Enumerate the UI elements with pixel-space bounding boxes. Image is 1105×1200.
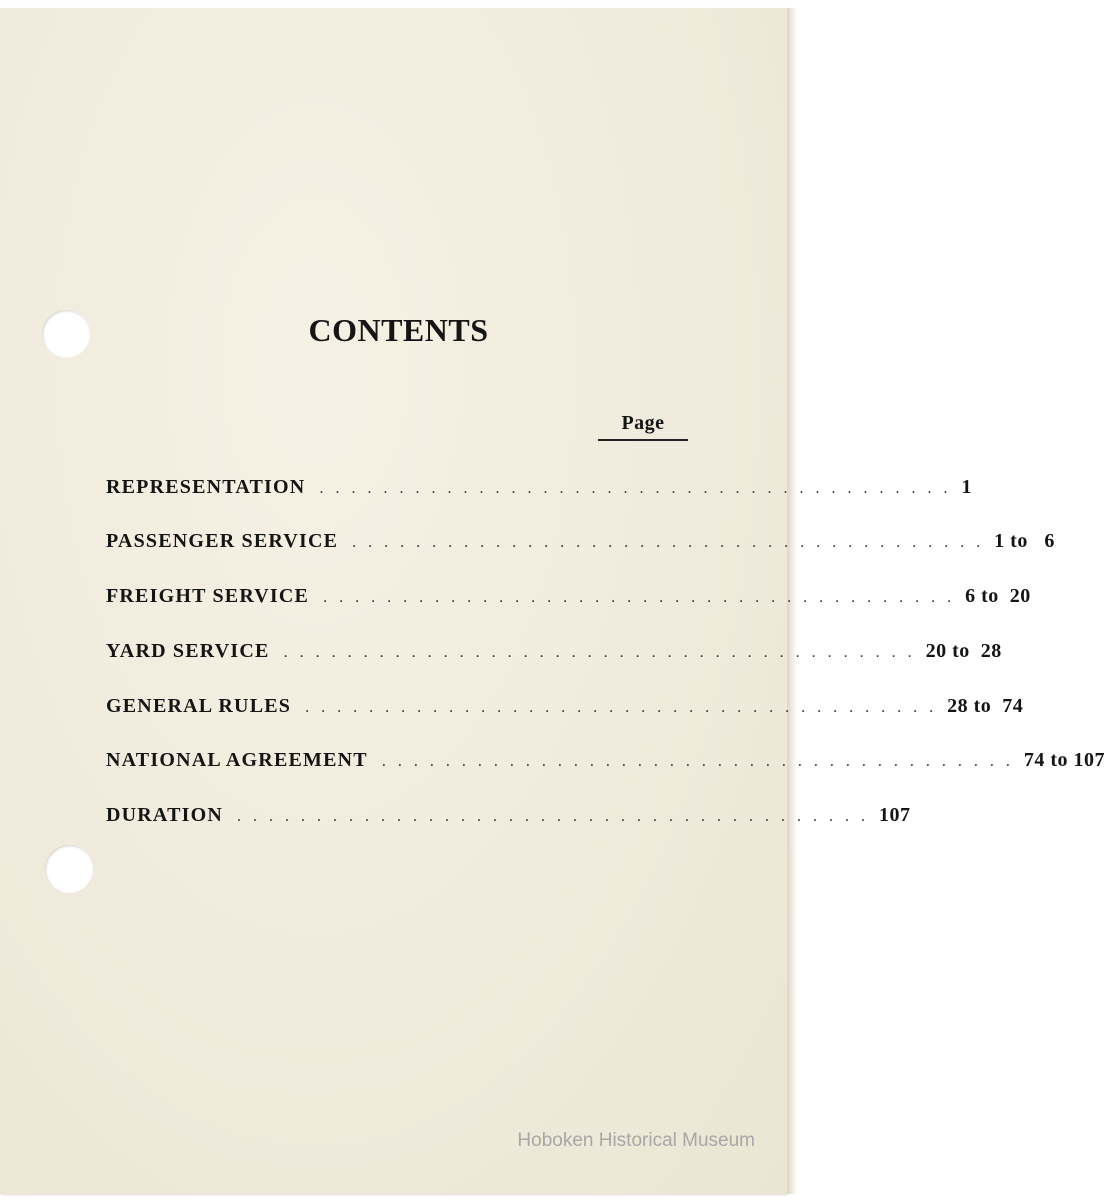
toc-entry-label: FREIGHT SERVICE (106, 585, 310, 607)
toc-entry-label: GENERAL RULES (106, 695, 292, 717)
toc-entry-freight-service (106, 585, 1031, 613)
page-title: CONTENTS (308, 312, 489, 348)
leader-dots: . . . . . . . . . . . . . . . . . . . . . . . . . . . . . . . . . . . . . . . . (323, 589, 956, 606)
leader-dots: . . . . . . . . . . . . . . . . . . . . . . . . . . . . . . . . . . . . . . . . (381, 753, 1014, 770)
toc-entry-pages: 6 to 20 (965, 585, 1031, 607)
toc-entry-representation (106, 476, 972, 504)
toc-entry-label: REPRESENTATION (106, 476, 306, 498)
toc-entry-label: DURATION (106, 804, 224, 826)
leader-dots: . . . . . . . . . . . . . . . . . . . . . . . . . . . . . . . . . . . . . . . . (237, 808, 870, 825)
toc-entry-pages: 107 (879, 804, 911, 826)
page-column-header: Page (598, 412, 688, 441)
toc-entry-pages: 20 to 28 (925, 640, 1002, 662)
leader-dots: . . . . . . . . . . . . . . . . . . . . . . . . . . . . . . . . . . . . . . . . (305, 699, 938, 716)
toc-entry-passenger-service (106, 530, 1055, 558)
toc-entry-pages: 1 to 6 (994, 530, 1055, 552)
toc-entry-pages: 1 (961, 476, 972, 498)
toc-entry-general-rules (106, 695, 1024, 723)
leader-dots: . . . . . . . . . . . . . . . . . . . . . . . . . . . . . . . . . . . . . . . . (319, 480, 952, 497)
toc-entry-pages: 74 to 107 (1023, 749, 1105, 771)
binder-hole-bottom (45, 845, 93, 893)
toc-entry-pages: 28 to 74 (947, 695, 1024, 717)
toc-entry-label: PASSENGER SERVICE (106, 530, 339, 552)
museum-watermark: Hoboken Historical Museum (517, 1130, 755, 1151)
toc-entry-label: NATIONAL AGREEMENT (106, 749, 368, 771)
toc-entry-national-agreement (106, 749, 1105, 777)
toc-entry-duration (106, 804, 911, 832)
toc-entry-yard-service (106, 640, 1002, 668)
leader-dots: . . . . . . . . . . . . . . . . . . . . . . . . . . . . . . . . . . . . . . . . (352, 534, 985, 551)
toc-entry-label: YARD SERVICE (106, 640, 270, 662)
leader-dots: . . . . . . . . . . . . . . . . . . . . . . . . . . . . . . . . . . . . . . . . (283, 644, 916, 661)
